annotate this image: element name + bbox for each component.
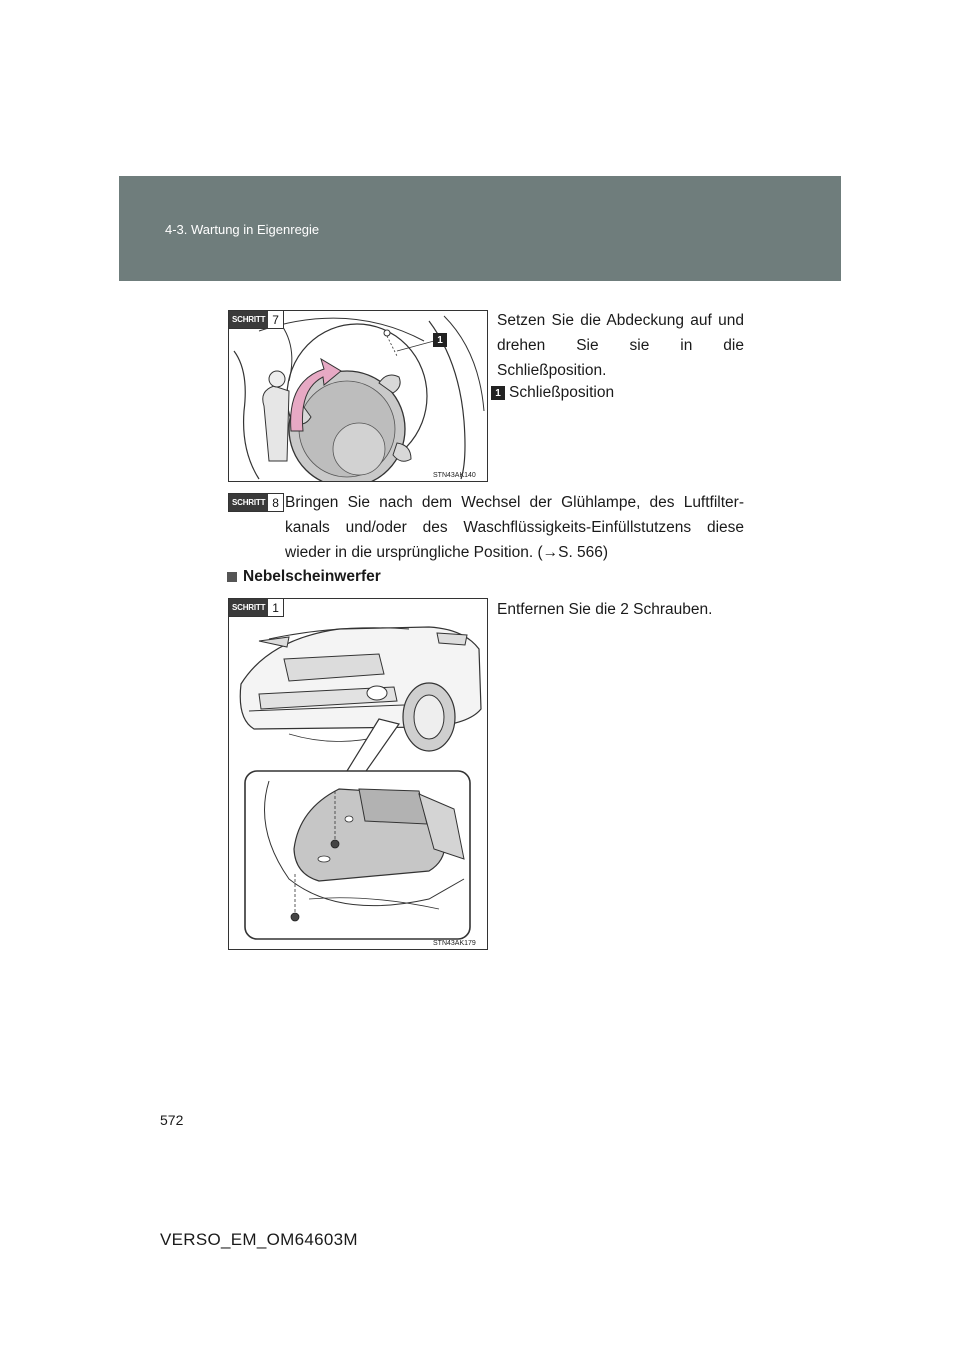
- figure-code: STN43AK140: [433, 472, 476, 479]
- step-tag-8: [228, 493, 284, 512]
- section-title: 4-3. Wartung in Eigenregie: [165, 222, 320, 237]
- step-tag-number: 1: [272, 600, 279, 615]
- step-tag-number: 7: [272, 312, 279, 327]
- figure-code: STN43AK179: [433, 940, 476, 947]
- step8-text: Bringen Sie nach dem Wechsel der Glühlampe, des Luftfilter-kanals und/oder des Waschflüssigkeits-Einfüllstutzens diese wieder in die ursprüngliche Position. (→S. 566): [285, 494, 744, 561]
- step-tag-number: 8: [272, 495, 279, 510]
- headlamp-illustration: [229, 311, 487, 481]
- figure-fog-lamp-screws: [228, 598, 488, 950]
- step-tag-7: [228, 310, 284, 329]
- step-tag-1: [228, 598, 284, 617]
- fog-lamp-illustration: [229, 599, 487, 949]
- callout-1: 1: [433, 333, 447, 347]
- step-tag-label: SCHRITT: [229, 311, 268, 328]
- step-tag-label: SCHRITT: [229, 494, 268, 511]
- step-tag-label: SCHRITT: [229, 599, 268, 616]
- fog-lamp-heading: [227, 568, 381, 586]
- legend-item: [491, 384, 614, 402]
- page-number: 572: [160, 1112, 184, 1128]
- fog-step1-text: Entfernen Sie die 2 Schrauben.: [497, 601, 713, 618]
- screw-icon: [291, 913, 299, 921]
- document-code: VERSO_EM_OM64603M: [160, 1230, 358, 1249]
- legend-number: 1: [491, 386, 505, 400]
- square-bullet-icon: [227, 572, 237, 582]
- legend-text: Schließposition: [509, 384, 615, 401]
- step7-text: Setzen Sie die Abdeckung auf und drehen Sie sie in die Schließposition.: [497, 312, 744, 379]
- heading-text: Nebelscheinwerfer: [243, 568, 381, 585]
- screw-icon: [331, 840, 339, 848]
- figure-headlamp-cover: [228, 310, 488, 482]
